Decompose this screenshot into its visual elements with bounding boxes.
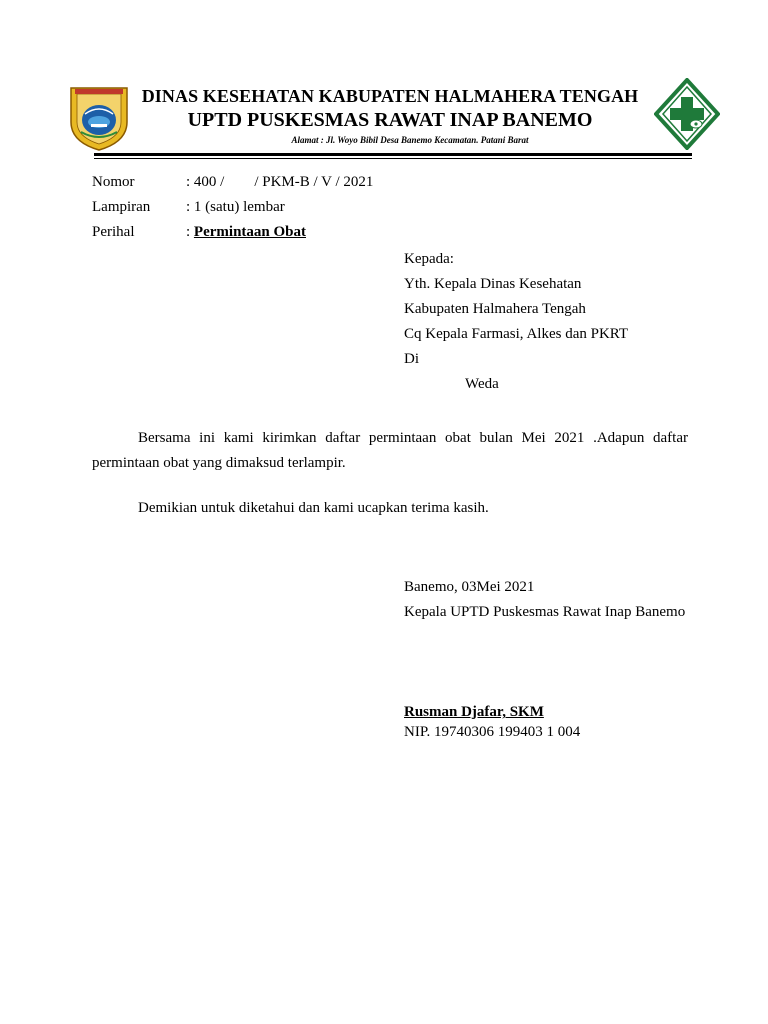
recipient-line2: Kabupaten Halmahera Tengah (404, 301, 586, 317)
signature-name: Rusman Djafar, SKM (404, 704, 544, 720)
lampiran-label: Lampiran (92, 199, 151, 215)
body-paragraph-1: Bersama ini kami kirimkan daftar permintaan obat bulan Mei 2021 .Adapun daftar permintaan obat yang dimaksud terlampir. (92, 430, 688, 471)
perihal-colon: : (186, 224, 194, 240)
recipient-di: Di (404, 351, 419, 367)
lampiran-value: : 1 (satu) lembar (186, 199, 285, 215)
nomor-value: : 400 / / PKM-B / V / 2021 (186, 174, 374, 190)
org-name-line1: DINAS KESEHATAN KABUPATEN HALMAHERA TENGAH (141, 86, 639, 106)
letterhead-divider-thin (94, 158, 692, 159)
org-address: Alamat : Jl. Woyo Bibil Desa Banemo Kecamatan. Patani Barat (291, 135, 529, 145)
signature-nip: NIP. 19740306 199403 1 004 (404, 724, 581, 740)
perihal-value-row (186, 224, 306, 241)
nomor-label: Nomor (92, 174, 135, 190)
perihal-label: Perihal (92, 224, 135, 240)
org-name-line2: UPTD PUSKESMAS RAWAT INAP BANEMO (187, 109, 593, 131)
recipient-line1: Yth. Kepala Dinas Kesehatan (404, 276, 582, 292)
letterhead-divider-thick (94, 153, 692, 156)
body-paragraph-2: Demikian untuk diketahui dan kami ucapkan terima kasih. (138, 500, 489, 516)
puskesmas-logo-icon (654, 78, 720, 150)
recipient-line3: Cq Kepala Farmasi, Alkes dan PKRT (404, 326, 629, 342)
signature-place-date: Banemo, 03Mei 2021 (404, 579, 535, 595)
recipient-city: Weda (465, 376, 499, 392)
perihal-value: Permintaan Obat (193, 224, 306, 240)
signature-position: Kepala UPTD Puskesmas Rawat Inap Banemo (404, 604, 686, 620)
regency-emblem-icon (67, 82, 131, 152)
recipient-kepada: Kepada: (404, 251, 454, 267)
